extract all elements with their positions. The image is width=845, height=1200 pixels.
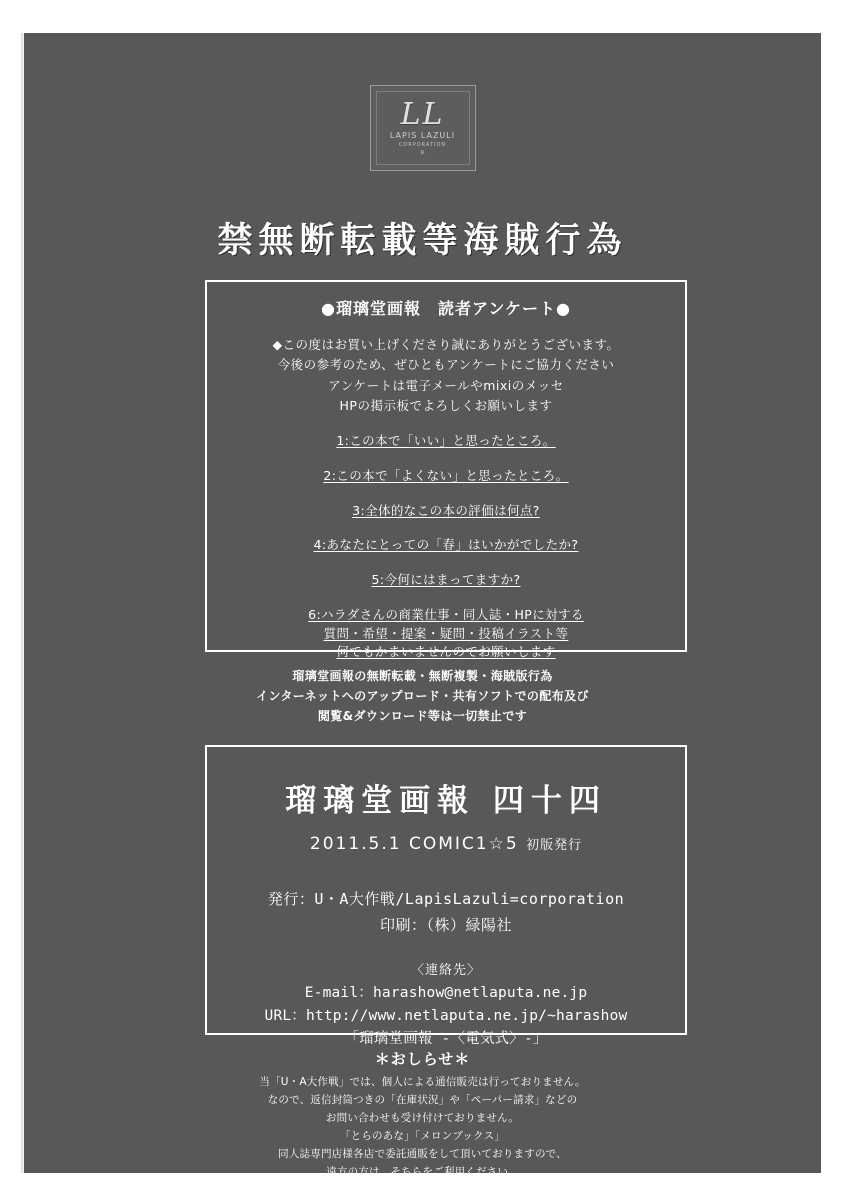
questionnaire-list [207,432,685,662]
colophon-box [205,745,687,1047]
notice-line: お問い合わせも受け付けておりません。 [325,1112,520,1125]
colophon-imprint [207,886,685,939]
notice-line: 遠方の方は、そちらをご利用ください。 [326,1166,519,1179]
logo-trademark: R [420,150,425,157]
notice-line: 当「U・A大作戦」では、個人による通信販売は行っておりません。 [259,1076,586,1088]
copyright-warning-line: 瑠璃堂画報の無断転載・無断複製・海賊版行為 [292,669,553,683]
questionnaire-item [207,432,685,451]
questionnaire-box [205,280,687,660]
questionnaire-item-text: 1:この本で「いい」と思ったところ。 [336,433,556,448]
colophon-site-name: 「瑠璃堂画報 -〈電気式〉-」 [344,1030,548,1047]
colophon-publisher: 発行：U・A大作戦/LapisLazuli=corporation [267,890,625,908]
copyright-warning-line: インターネットへのアップロード・共有ソフトでの配布及び [256,688,589,703]
questionnaire-item-text: 2:この本で「よくない」と思ったところ。 [323,467,569,483]
questionnaire-title: ●瑠璃堂画報 読者アンケート● [321,299,571,318]
logo-subtitle: CORPORATION [398,142,447,149]
copyright-warning-line: 閲覧&ダウンロード等は一切禁止です [317,708,528,723]
logo-name: LAPIS LAZULI [389,130,456,140]
questionnaire-item-text: 質問・希望・提案・疑問・投稿イラスト等 [323,625,569,641]
questionnaire-item [207,467,685,486]
colophon-printer: 印刷：（株）緑陽社 [379,916,512,935]
notice-line: 「とらのあな」「メロンブックス」 [339,1130,506,1143]
questionnaire-item-text: 3:全体的なこの本の評価は何点? [352,502,540,518]
questionnaire-intro-line: HPの掲示板でよろしくお願いします [339,397,553,413]
page-background [24,33,821,1179]
questionnaire-item-text: 5:今何にはまってますか? [371,572,521,587]
colophon-edition: 初版発行 [526,838,583,853]
paper-edge [0,0,24,1200]
questionnaire-item [207,571,685,590]
questionnaire-item-text: 何でもかまいませんのでお願いします [336,644,556,660]
logo-inner [376,91,470,165]
questionnaire-item-text: 6:ハラダさんの商業仕事・同人誌・HPに対する [308,606,584,622]
questionnaire-intro-line: ◆この度はお買い上げくださり誠にありがとうございます。 [272,337,620,352]
questionnaire-intro [207,335,685,416]
copyright-warning [24,667,821,726]
colophon-date-text: 2011.5.1 COMIC1☆5 [309,834,519,854]
colophon-contact [207,982,685,1052]
page-title: 禁無断転載等海賊行為 [217,221,628,261]
questionnaire-intro-line: 今後の参考のため、ぜひともアンケートにご協力ください [277,357,615,373]
notice-line: 同人誌専門店様各店で委託通販をして頂いておりますので、 [278,1148,567,1161]
colophon-title: 瑠璃堂画報 四十四 [285,783,607,819]
questionnaire-item [207,606,685,662]
colophon-contact-heading: 〈連絡先〉 [410,962,481,978]
questionnaire-item-text: 4:あなたにとっての「春」はいかがでしたか? [313,537,579,553]
notice-body [24,1073,821,1181]
colophon-email: E-mail：harashow@netlaputa.ne.jp [304,984,588,1001]
questionnaire-item [207,536,685,555]
logo-mark: LL [400,96,445,132]
colophon-url: URL：http://www.netlaputa.ne.jp/~harashow [264,1007,628,1024]
questionnaire-item [207,502,685,521]
notice-title: ＊おしらせ＊ [374,1050,471,1068]
notice-line: なので、返信封筒つきの「在庫状況」や「ペーパー請求」などの [267,1094,578,1107]
questionnaire-intro-line: アンケートは電子メールやmixiのメッセ [328,377,564,393]
colophon-date [207,834,685,854]
publisher-logo [370,85,476,171]
